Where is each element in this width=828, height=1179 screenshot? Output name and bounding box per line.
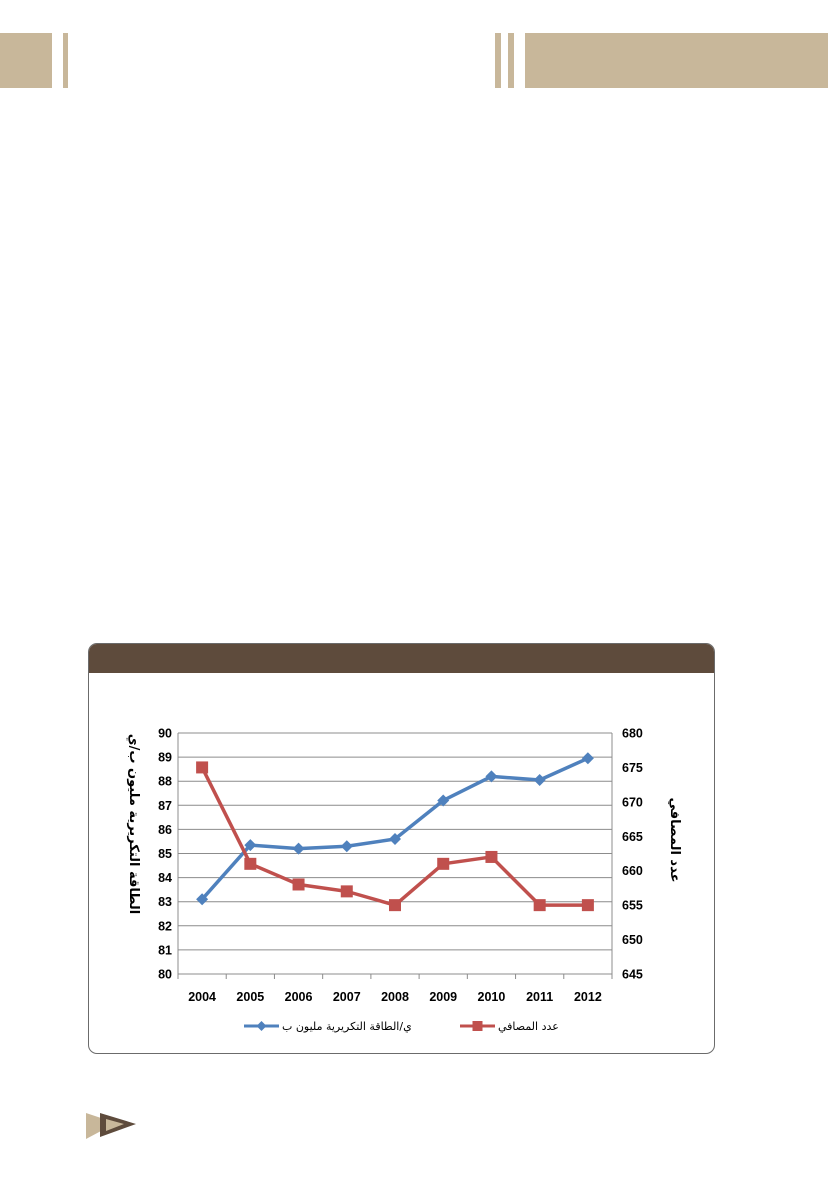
data-point-diamond [582, 752, 594, 764]
y2-tick-label: 660 [622, 864, 643, 879]
header-left-block [0, 33, 52, 88]
data-point-square [437, 858, 449, 870]
y-tick-label: 87 [158, 798, 172, 813]
header-left-bar [63, 33, 68, 88]
x-tick-label: 2010 [477, 990, 506, 1004]
y-tick-label: 80 [158, 967, 172, 982]
data-point-square [485, 851, 497, 863]
data-point-square [582, 899, 594, 911]
line-chart [89, 644, 714, 1053]
y-tick-label: 84 [158, 871, 172, 886]
chart-legend [244, 1020, 559, 1033]
y-tick-label: 86 [158, 822, 172, 837]
data-point-square [293, 878, 305, 890]
data-point-diamond [341, 840, 353, 852]
y2-axis-label: عدد المصافي [667, 797, 682, 883]
legend-label-series-2: عدد المصافي [498, 1020, 559, 1033]
x-axis-ticks [188, 990, 602, 1004]
y-tick-label: 85 [158, 847, 172, 861]
x-tick-label: 2004 [188, 990, 217, 1004]
y2-tick-label: 670 [622, 795, 643, 810]
legend-label-series-1: ي/الطاقة التكريرية مليون ب [282, 1020, 412, 1033]
data-point-square [389, 899, 401, 911]
y-tick-label: 90 [158, 726, 172, 741]
x-tick-label: 2008 [381, 990, 409, 1004]
series-lines [196, 752, 594, 911]
y-tick-label: 89 [158, 750, 172, 765]
y2-axis-ticks [622, 727, 643, 982]
legend-marker-series-1 [257, 1021, 267, 1031]
y2-tick-label: 650 [622, 933, 643, 948]
x-tick-label: 2012 [573, 990, 602, 1004]
chart-axes [178, 733, 612, 979]
data-point-diamond [534, 774, 546, 786]
header-right-bar-1 [495, 33, 501, 88]
data-point-square [341, 885, 353, 897]
x-tick-label: 2005 [236, 990, 265, 1004]
y2-tick-label: 655 [622, 898, 643, 913]
y-axis-ticks [158, 727, 172, 982]
legend-marker-series-2 [473, 1021, 483, 1031]
data-point-square [196, 761, 208, 773]
x-tick-label: 2011 [526, 990, 554, 1004]
y-tick-label: 83 [158, 895, 172, 910]
x-tick-label: 2006 [284, 990, 313, 1004]
x-tick-label: 2009 [429, 990, 458, 1004]
y2-tick-label: 665 [622, 829, 643, 844]
series-line-1 [202, 758, 588, 899]
y2-tick-label: 680 [622, 726, 643, 741]
y-tick-label: 82 [158, 919, 172, 934]
header-right-bar-2 [508, 33, 514, 88]
chart-card [88, 643, 715, 1054]
data-point-square [244, 858, 256, 870]
data-point-diamond [293, 843, 305, 855]
header-right-block [525, 33, 828, 88]
y2-tick-label: 645 [622, 967, 643, 982]
data-point-diamond [485, 770, 497, 782]
x-tick-label: 2007 [332, 990, 361, 1004]
next-arrow-icon[interactable] [86, 1113, 140, 1141]
data-point-square [534, 899, 546, 911]
y-axis-label: الطاقة التكريرية مليون ب/ي [126, 733, 141, 915]
y2-tick-label: 675 [622, 760, 643, 775]
y-tick-label: 81 [158, 943, 172, 958]
y-tick-label: 88 [158, 774, 172, 789]
